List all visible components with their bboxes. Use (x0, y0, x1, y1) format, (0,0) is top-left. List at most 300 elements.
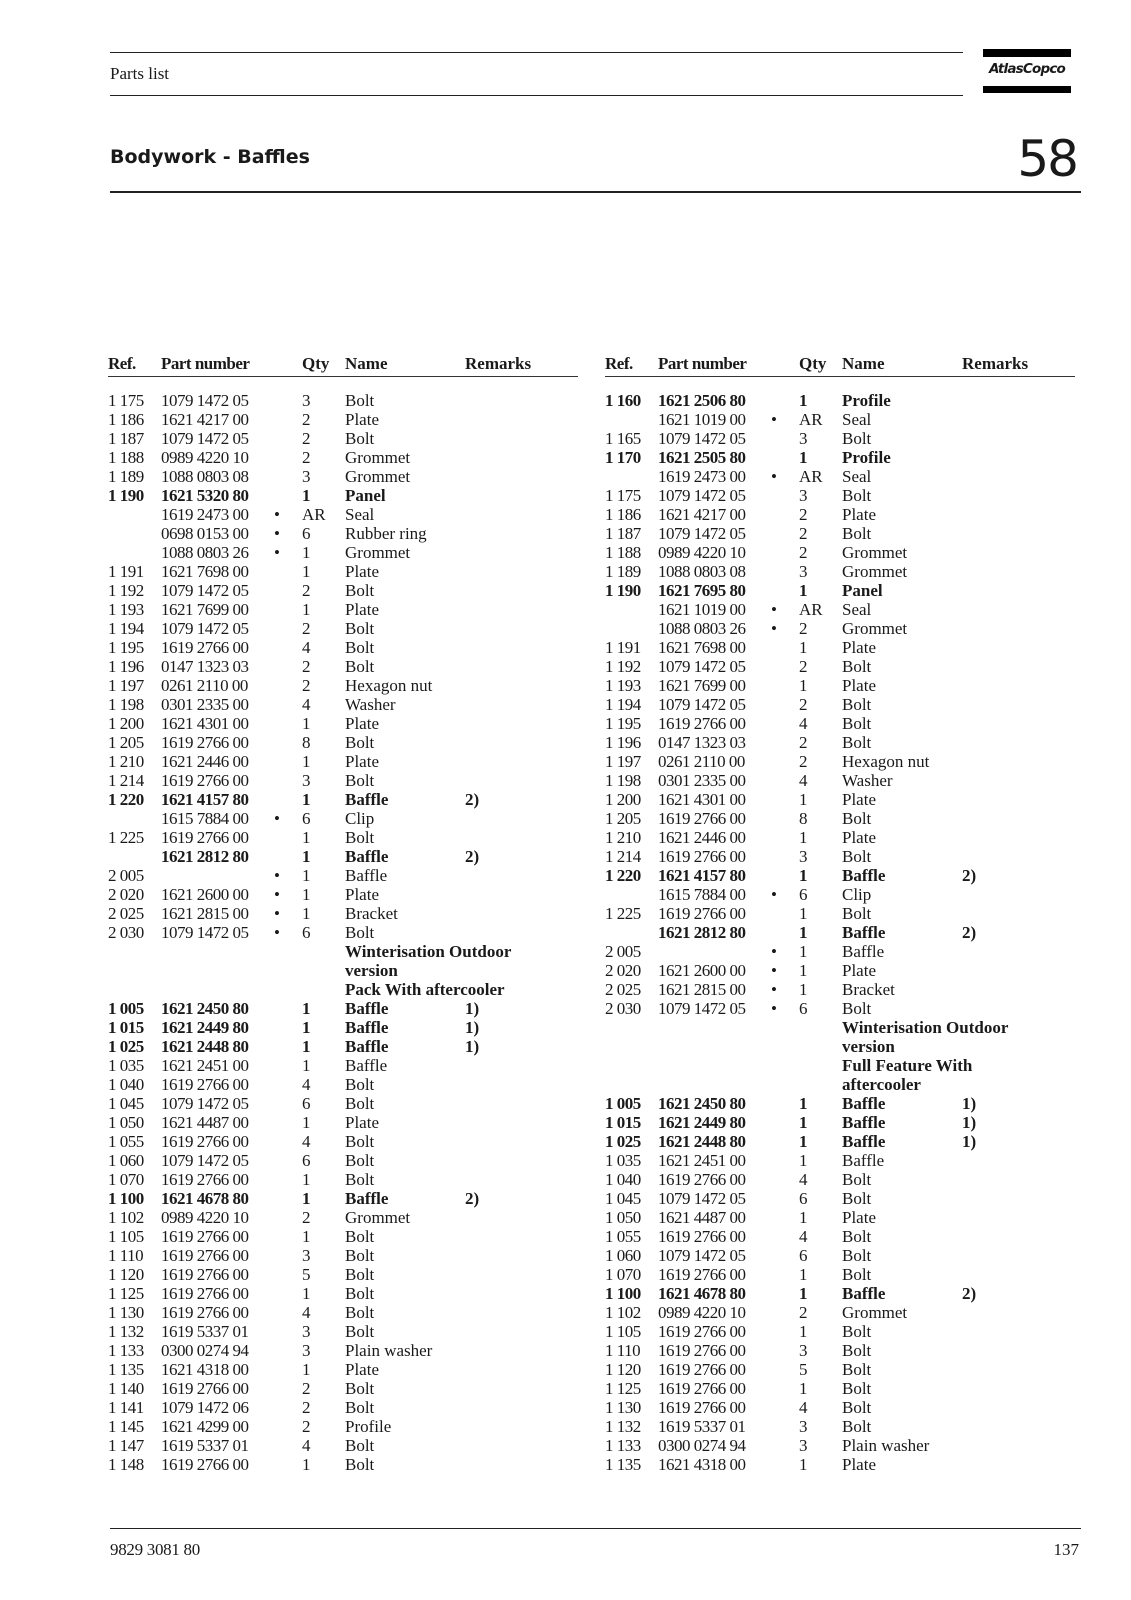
qty-cell: 3 (799, 486, 808, 505)
part-number-cell: 1621 2451 00 (658, 1151, 746, 1170)
table-row (108, 866, 578, 885)
table-row (108, 429, 578, 448)
name-cell: Seal (842, 600, 872, 619)
qty-cell: 1 (799, 1094, 808, 1113)
col-part-header: Part number (161, 354, 250, 373)
name-cell: Bolt (345, 923, 375, 942)
name-cell: Bolt (345, 1075, 375, 1094)
qty-cell: 2 (302, 1208, 311, 1227)
qty-cell: 2 (799, 524, 808, 543)
qty-cell: 1 (799, 581, 808, 600)
ref-cell: 1 200 (605, 790, 641, 809)
name-cell: Grommet (842, 619, 908, 638)
name-cell: Bolt (842, 524, 872, 543)
table-row (605, 657, 1075, 676)
ref-cell: 2 005 (605, 942, 641, 961)
name-cell: Bolt (842, 1246, 872, 1265)
table-row (108, 942, 578, 961)
table-row (605, 1170, 1075, 1189)
table-row (605, 638, 1075, 657)
ref-cell: 1 145 (108, 1417, 144, 1436)
table-row (108, 1189, 578, 1208)
name-cell: version (345, 961, 398, 980)
part-number-cell: 1619 5337 01 (161, 1436, 249, 1455)
qty-cell: 2 (799, 657, 808, 676)
col-remarks-header: Remarks (962, 354, 1029, 373)
name-cell: Plate (345, 752, 379, 771)
qty-cell: 1 (799, 866, 808, 885)
qty-cell: 2 (799, 752, 808, 771)
col-name-header: Name (842, 354, 885, 373)
name-cell: Bolt (842, 999, 872, 1018)
table-row (605, 1208, 1075, 1227)
qty-cell: 6 (302, 923, 311, 942)
qty-cell: 3 (799, 1341, 808, 1360)
table-row (605, 904, 1075, 923)
name-cell: Bolt (345, 619, 375, 638)
part-number-cell: 1621 4217 00 (658, 505, 746, 524)
qty-cell: 1 (302, 714, 311, 733)
name-cell: Bolt (842, 429, 872, 448)
ref-cell: 1 165 (605, 429, 641, 448)
table-row (605, 1132, 1075, 1151)
name-cell: Bolt (842, 904, 872, 923)
table-row (605, 1151, 1075, 1170)
name-cell: Bolt (345, 391, 375, 410)
qty-cell: 2 (799, 619, 808, 638)
qty-cell: 1 (302, 486, 311, 505)
ref-cell: 1 194 (605, 695, 641, 714)
bullet-cell: • (274, 866, 280, 885)
name-cell: Baffle (842, 1113, 886, 1132)
part-number-cell: 1079 1472 05 (161, 429, 249, 448)
table-row (605, 1094, 1075, 1113)
part-number-cell: 1619 2766 00 (161, 1303, 249, 1322)
name-cell: Bolt (345, 638, 375, 657)
ref-cell: 1 125 (605, 1379, 641, 1398)
part-number-cell: 0698 0153 00 (161, 524, 249, 543)
table-row (605, 1322, 1075, 1341)
ref-cell: 2 025 (605, 980, 641, 999)
name-cell: Plate (345, 1113, 379, 1132)
table-row (108, 904, 578, 923)
part-number-cell: 1619 2766 00 (658, 1227, 746, 1246)
bullet-cell: • (771, 942, 777, 961)
table-row (108, 847, 578, 866)
table-row (605, 1379, 1075, 1398)
name-cell: Bolt (842, 714, 872, 733)
qty-cell: 1 (302, 1170, 311, 1189)
remarks-cell: 2) (962, 866, 977, 885)
part-number-cell: 1079 1472 06 (161, 1398, 249, 1417)
ref-cell: 1 060 (605, 1246, 641, 1265)
table-row (108, 828, 578, 847)
name-cell: Grommet (345, 448, 411, 467)
bullet-cell: • (771, 885, 777, 904)
table-row (605, 543, 1075, 562)
ref-cell: 1 160 (605, 391, 641, 410)
name-cell: Plate (345, 600, 379, 619)
name-cell: Bolt (345, 1151, 375, 1170)
ref-cell: 1 045 (108, 1094, 144, 1113)
qty-cell: 1 (302, 885, 311, 904)
part-number-cell: 1615 7884 00 (658, 885, 746, 904)
header-bottom-rule (110, 95, 963, 96)
name-cell: Plate (842, 505, 876, 524)
remarks-cell: 2) (962, 923, 977, 942)
ref-cell: 1 147 (108, 1436, 144, 1455)
table-row (605, 885, 1075, 904)
part-number-cell: 1621 4487 00 (658, 1208, 746, 1227)
part-number-cell: 0301 2335 00 (658, 771, 746, 790)
ref-cell: 1 220 (605, 866, 641, 885)
ref-cell: 2 025 (108, 904, 144, 923)
ref-cell: 1 198 (605, 771, 641, 790)
table-row (605, 733, 1075, 752)
part-number-cell: 1619 2766 00 (658, 809, 746, 828)
remarks-cell: 1) (465, 1037, 480, 1056)
qty-cell: 2 (302, 1379, 311, 1398)
remarks-cell: 2) (962, 1284, 977, 1303)
qty-cell: 1 (302, 790, 311, 809)
bullet-cell: • (771, 999, 777, 1018)
part-number-cell: 1621 4318 00 (161, 1360, 249, 1379)
part-number-cell: 1621 7695 80 (658, 581, 746, 600)
part-number-cell: 1621 2600 00 (161, 885, 249, 904)
table-row (605, 562, 1075, 581)
table-row (108, 657, 578, 676)
ref-cell: 1 015 (108, 1018, 144, 1037)
name-cell: Plate (842, 1455, 876, 1474)
table-row (108, 923, 578, 942)
ref-cell: 1 198 (108, 695, 144, 714)
ref-cell: 1 130 (108, 1303, 144, 1322)
qty-cell: 1 (799, 1113, 808, 1132)
part-number-cell: 1621 4487 00 (161, 1113, 249, 1132)
qty-cell: 5 (799, 1360, 808, 1379)
part-number-cell: 1621 2815 00 (161, 904, 249, 923)
ref-cell: 1 200 (108, 714, 144, 733)
qty-cell: 4 (302, 1436, 311, 1455)
name-cell: Profile (842, 391, 891, 410)
table-row (108, 524, 578, 543)
part-number-cell: 0261 2110 00 (161, 676, 248, 695)
ref-cell: 1 175 (108, 391, 144, 410)
table-row (108, 752, 578, 771)
part-number-cell: 1619 2766 00 (658, 1398, 746, 1417)
qty-cell: 6 (799, 885, 808, 904)
part-number-cell: 1079 1472 05 (658, 1246, 746, 1265)
part-number-cell: 1621 2450 80 (161, 999, 249, 1018)
name-cell: Winterisation Outdoor (345, 942, 512, 961)
table-row (108, 1360, 578, 1379)
table-row (108, 448, 578, 467)
part-number-cell: 1619 2766 00 (658, 1170, 746, 1189)
ref-cell: 1 189 (605, 562, 641, 581)
qty-cell: AR (799, 410, 823, 429)
ref-cell: 1 040 (605, 1170, 641, 1189)
ref-cell: 1 133 (605, 1436, 641, 1455)
qty-cell: 6 (799, 1246, 808, 1265)
part-number-cell: 1619 2766 00 (658, 714, 746, 733)
name-cell: Plate (345, 714, 379, 733)
ref-cell: 1 105 (108, 1227, 144, 1246)
bullet-cell: • (274, 543, 280, 562)
ref-cell: 1 205 (605, 809, 641, 828)
ref-cell: 1 045 (605, 1189, 641, 1208)
part-number-cell: 1615 7884 00 (161, 809, 249, 828)
name-cell: Seal (345, 505, 375, 524)
name-cell: Seal (842, 467, 872, 486)
qty-cell: 4 (799, 1170, 808, 1189)
section-title: Bodywork - Baffles (110, 146, 310, 168)
part-number-cell: 1619 2766 00 (658, 904, 746, 923)
ref-cell: 1 015 (605, 1113, 641, 1132)
part-number-cell: 1621 2449 80 (658, 1113, 746, 1132)
table-row (605, 486, 1075, 505)
ref-cell: 1 205 (108, 733, 144, 752)
ref-cell: 2 030 (108, 923, 144, 942)
name-cell: Washer (842, 771, 893, 790)
name-cell: Seal (842, 410, 872, 429)
table-row (108, 771, 578, 790)
name-cell: Bolt (842, 733, 872, 752)
qty-cell: 4 (302, 1132, 311, 1151)
name-cell: Bolt (842, 1360, 872, 1379)
ref-cell: 1 005 (108, 999, 144, 1018)
table-row (605, 600, 1075, 619)
ref-cell: 1 035 (108, 1056, 144, 1075)
qty-cell: 2 (302, 657, 311, 676)
ref-cell: 1 133 (108, 1341, 144, 1360)
name-cell: Panel (842, 581, 883, 600)
bullet-cell: • (771, 980, 777, 999)
table-header (605, 352, 1075, 377)
part-number-cell: 1088 0803 08 (161, 467, 249, 486)
name-cell: Plate (345, 562, 379, 581)
table-row (605, 1189, 1075, 1208)
name-cell: Bolt (842, 1322, 872, 1341)
part-number-cell: 1619 2766 00 (161, 733, 249, 752)
ref-cell: 1 050 (605, 1208, 641, 1227)
name-cell: Plate (345, 1360, 379, 1379)
qty-cell: 1 (302, 543, 311, 562)
remarks-cell: 2) (465, 847, 480, 866)
atlas-copco-logo (983, 49, 1071, 93)
name-cell: Bolt (842, 486, 872, 505)
qty-cell: 2 (302, 1417, 311, 1436)
name-cell: Panel (345, 486, 386, 505)
part-number-cell: 1079 1472 05 (161, 581, 249, 600)
ref-cell: 1 120 (108, 1265, 144, 1284)
part-number-cell: 1621 7698 00 (658, 638, 746, 657)
name-cell: Baffle (842, 1284, 886, 1303)
qty-cell: 4 (302, 638, 311, 657)
qty-cell: 4 (799, 1398, 808, 1417)
part-number-cell: 1619 2766 00 (161, 1379, 249, 1398)
ref-cell: 1 187 (108, 429, 144, 448)
part-number-cell: 1079 1472 05 (658, 999, 746, 1018)
table-row (108, 809, 578, 828)
name-cell: Bolt (842, 657, 872, 676)
part-number-cell: 1619 2766 00 (161, 638, 249, 657)
table-row (605, 505, 1075, 524)
col-part-header: Part number (658, 354, 747, 373)
table-row (605, 448, 1075, 467)
qty-cell: 1 (302, 1227, 311, 1246)
name-cell: Plate (842, 638, 876, 657)
bullet-cell: • (274, 505, 280, 524)
table-row (605, 1284, 1075, 1303)
qty-cell: AR (302, 505, 326, 524)
ref-cell: 1 148 (108, 1455, 144, 1474)
part-number-cell: 1619 2766 00 (161, 771, 249, 790)
ref-cell: 1 040 (108, 1075, 144, 1094)
table-row (605, 999, 1075, 1018)
name-cell: Full Feature With (842, 1056, 973, 1075)
ref-cell: 1 195 (108, 638, 144, 657)
table-row (108, 1170, 578, 1189)
ref-cell: 1 220 (108, 790, 144, 809)
ref-cell: 1 214 (108, 771, 144, 790)
table-row (605, 771, 1075, 790)
table-row (605, 923, 1075, 942)
table-body (605, 391, 1075, 1474)
table-row (108, 1037, 578, 1056)
name-cell: Clip (842, 885, 872, 904)
name-cell: Bolt (842, 1170, 872, 1189)
part-number-cell: 1621 5320 80 (161, 486, 249, 505)
name-cell: Baffle (345, 866, 388, 885)
table-row (108, 1322, 578, 1341)
qty-cell: 1 (302, 904, 311, 923)
qty-cell: 1 (302, 1189, 311, 1208)
qty-cell: 2 (302, 619, 311, 638)
qty-cell: 3 (302, 1246, 311, 1265)
table-row (605, 1113, 1075, 1132)
section-number: 58 (1017, 130, 1077, 188)
name-cell: Bolt (345, 581, 375, 600)
qty-cell: 1 (302, 828, 311, 847)
table-row (605, 1341, 1075, 1360)
qty-cell: 1 (302, 1360, 311, 1379)
part-number-cell: 1619 2766 00 (161, 1170, 249, 1189)
table-row (605, 980, 1075, 999)
part-number-cell: 1621 2448 80 (161, 1037, 249, 1056)
ref-cell: 1 035 (605, 1151, 641, 1170)
table-row (605, 1398, 1075, 1417)
qty-cell: 1 (799, 448, 808, 467)
bullet-cell: • (771, 410, 777, 429)
table-row (605, 619, 1075, 638)
table-row (108, 1151, 578, 1170)
table-row (108, 1436, 578, 1455)
part-number-cell: 0300 0274 94 (161, 1341, 249, 1360)
table-row (605, 391, 1075, 410)
ref-cell: 1 193 (108, 600, 144, 619)
qty-cell: 1 (302, 1455, 311, 1474)
part-number-cell: 1621 1019 00 (658, 600, 746, 619)
bullet-cell: • (771, 467, 777, 486)
name-cell: Rubber ring (345, 524, 427, 543)
document-number: 9829 3081 80 (110, 1540, 200, 1559)
qty-cell: 6 (302, 524, 311, 543)
qty-cell: 3 (799, 1417, 808, 1436)
part-number-cell: 1621 4301 00 (161, 714, 249, 733)
qty-cell: 4 (302, 1075, 311, 1094)
name-cell: Hexagon nut (842, 752, 930, 771)
qty-cell: 1 (799, 391, 808, 410)
name-cell: Grommet (345, 543, 411, 562)
part-number-cell: 0301 2335 00 (161, 695, 249, 714)
name-cell: Baffle (842, 1094, 886, 1113)
qty-cell: 2 (799, 1303, 808, 1322)
part-number-cell: 1079 1472 05 (658, 486, 746, 505)
name-cell: Grommet (842, 562, 908, 581)
name-cell: Bolt (842, 1265, 872, 1284)
table-row (605, 676, 1075, 695)
remarks-cell: 1) (465, 999, 480, 1018)
ref-cell: 1 191 (605, 638, 641, 657)
logo-text: AtlasCopco (988, 61, 1066, 77)
table-row (108, 1341, 578, 1360)
part-number-cell: 0261 2110 00 (658, 752, 745, 771)
name-cell: Baffle (345, 1189, 389, 1208)
ref-cell: 1 188 (108, 448, 144, 467)
qty-cell: 6 (302, 1151, 311, 1170)
qty-cell: 1 (799, 1284, 808, 1303)
table-row (108, 790, 578, 809)
name-cell: Washer (345, 695, 396, 714)
ref-cell: 1 105 (605, 1322, 641, 1341)
name-cell: Grommet (345, 1208, 411, 1227)
qty-cell: 1 (799, 942, 808, 961)
qty-cell: 6 (799, 1189, 808, 1208)
table-row (108, 1113, 578, 1132)
name-cell: Bolt (842, 809, 872, 828)
ref-cell: 1 060 (108, 1151, 144, 1170)
part-number-cell: 1621 4157 80 (161, 790, 249, 809)
table-row (108, 1265, 578, 1284)
table-row (108, 733, 578, 752)
remarks-cell: 1) (962, 1094, 977, 1113)
table-row (108, 1075, 578, 1094)
ref-cell: 1 025 (108, 1037, 144, 1056)
ref-cell: 1 025 (605, 1132, 641, 1151)
ref-cell: 1 120 (605, 1360, 641, 1379)
table-row (108, 505, 578, 524)
name-cell: Baffle (345, 999, 389, 1018)
remarks-cell: 2) (465, 790, 480, 809)
name-cell: Bolt (345, 1170, 375, 1189)
qty-cell: 6 (302, 809, 311, 828)
table-row (108, 999, 578, 1018)
table-row (108, 1132, 578, 1151)
header-title: Parts list (110, 64, 170, 83)
table-row (108, 885, 578, 904)
bullet-cell: • (274, 885, 280, 904)
table-row (605, 847, 1075, 866)
ref-cell: 1 055 (605, 1227, 641, 1246)
qty-cell: 2 (799, 695, 808, 714)
part-number-cell: 1619 2766 00 (161, 828, 249, 847)
part-number-cell: 1079 1472 05 (658, 657, 746, 676)
part-number-cell: 1619 2766 00 (658, 1379, 746, 1398)
qty-cell: 1 (799, 961, 808, 980)
qty-cell: AR (799, 467, 823, 486)
name-cell: Bracket (345, 904, 398, 923)
part-number-cell: 1079 1472 05 (658, 429, 746, 448)
